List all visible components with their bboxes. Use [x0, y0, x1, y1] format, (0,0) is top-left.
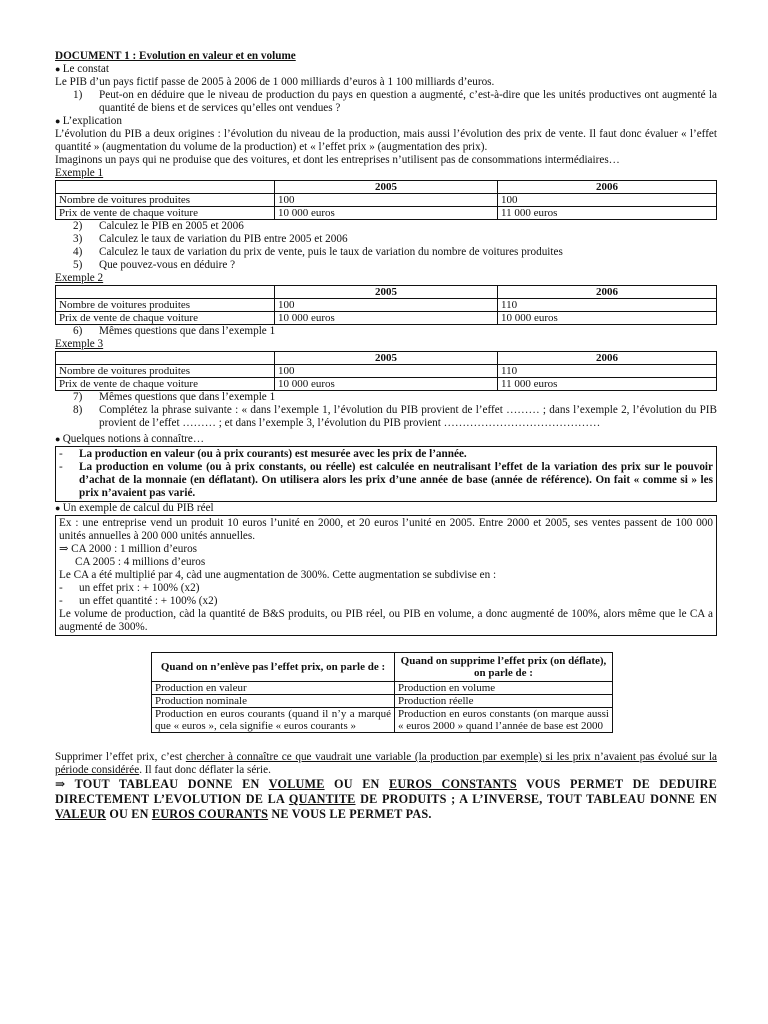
- ca-2000: ⇒ CA 2000 : 1 million d’euros: [59, 543, 198, 555]
- table-cell: Production en volume: [395, 682, 613, 695]
- table-row: [152, 708, 613, 733]
- question-number: 5): [73, 259, 83, 271]
- table-row: [56, 286, 717, 299]
- dash: -: [59, 461, 63, 473]
- table-row: [152, 653, 613, 682]
- final-statement: [55, 777, 717, 822]
- table-cell: 10 000 euros: [275, 312, 498, 325]
- final-text: NE VOUS LE PERMET PAS.: [271, 807, 432, 821]
- table-row: [56, 352, 717, 365]
- effet-quantite: un effet quantité : + 100% (x2): [79, 595, 218, 607]
- table-cell: Production nominale: [152, 695, 395, 708]
- supprimer-definition: chercher à connaître ce que vaudrait une variable (la production par exemple) si les prix n’avaient pas évolué sur la période considérée: [55, 751, 717, 776]
- table-row: [56, 194, 717, 207]
- question-text: Mêmes questions que dans l’exemple 1: [99, 391, 276, 403]
- table-cell: 100: [275, 299, 498, 312]
- ca-multiplied: Le CA a été multiplié par 4, càd une augmentation de 300%. Cette augmentation se subdivise en :: [59, 569, 497, 581]
- ca-2005: CA 2005 : 4 millions d’euros: [75, 556, 206, 568]
- final-text: OU EN: [334, 777, 380, 791]
- question-number: 1): [73, 89, 83, 101]
- table-cell: 11 000 euros: [498, 207, 717, 220]
- constat-heading: ● Le constat: [55, 63, 717, 76]
- table-cell: Production en euros constants (on marque aussi « euros 2000 » quand l’année de base est 2000: [395, 708, 613, 733]
- header-2005: 2005: [275, 286, 498, 299]
- question-text: Calculez le PIB en 2005 et 2006: [99, 220, 244, 232]
- question-text: Calculez le taux de variation du PIB entre 2005 et 2006: [99, 233, 348, 245]
- arrow-icon: ⇒: [55, 777, 66, 791]
- notion-text: La production en valeur (ou à prix courants) est mesurée avec les prix de l’année.: [79, 448, 467, 460]
- table-cell: 10 000 euros: [275, 207, 498, 220]
- calc-example: Ex : une entreprise vend un produit 10 euros l’unité en 2000, et 20 euros l’unité en 2005. Entre 2000 et 2005, ses ventes passent de 100 000 unités annuelles à 200 000 unités annuelles.: [59, 517, 713, 542]
- table-cell: 11 000 euros: [498, 378, 717, 391]
- question-2: [55, 220, 717, 233]
- final-valeur: VALEUR: [55, 807, 107, 821]
- question-4: [55, 246, 717, 259]
- table-cell: Production réelle: [395, 695, 613, 708]
- question-text: Calculez le taux de variation du prix de vente, puis le taux de variation du nombre de voitures produites: [99, 246, 563, 258]
- table-cell: Production en euros courants (quand il n’y a marqué que « euros », cela signifie « euros courants »: [152, 708, 395, 733]
- table-cell: 100: [275, 194, 498, 207]
- question-number: 8): [73, 404, 83, 416]
- question-number: 2): [73, 220, 83, 232]
- notion-volume: [59, 461, 713, 500]
- question-6: [55, 325, 717, 338]
- final-text: DE PRODUITS ; A L’INVERSE, TOUT TABLEAU DONNE EN: [360, 792, 718, 806]
- question-text: Complétez la phrase suivante : « dans l’exemple 1, l’évolution du PIB provient de l’effet ……… ; dans l’exemple 2, l’évolution du PIB provient de l’effet ……… ; et dans l’exemple 3, l’évolution du PIB provient ……………………………………: [99, 404, 717, 429]
- example-2-table: [55, 285, 717, 325]
- table-row: [56, 207, 717, 220]
- example-3-table: [55, 351, 717, 391]
- effet-quantite-line: [59, 595, 713, 608]
- calc-box: [55, 515, 717, 636]
- cmp-header-left: Quand on n’enlève pas l’effet prix, on parle de :: [152, 653, 395, 682]
- table-row: [152, 682, 613, 695]
- notions-box: [55, 446, 717, 502]
- explication-heading: ● L’explication: [55, 115, 717, 128]
- effet-prix-line: [59, 582, 713, 595]
- document-title: DOCUMENT 1 : Evolution en valeur et en volume: [55, 50, 296, 62]
- explication-text: L’évolution du PIB a deux origines : l’évolution du niveau de la production, mais aussi l’évolution des prix de vente. Il faut donc évaluer « l’effet quantité » (augmentation du volume de la production) et « l’effet prix » (augmentation des prix).: [55, 128, 717, 153]
- header-2006: 2006: [498, 286, 717, 299]
- table-row: [56, 378, 717, 391]
- dash: -: [59, 595, 63, 607]
- final-euros-courants: EUROS COURANTS: [151, 807, 269, 821]
- comparison-table: [151, 652, 613, 733]
- example-1-label: Exemple 1: [55, 167, 104, 179]
- example-2-label: Exemple 2: [55, 272, 104, 284]
- final-euros-constants: EUROS CONSTANTS: [389, 777, 517, 791]
- supprimer-text: Supprimer l’effet prix, c’est: [55, 751, 186, 763]
- question-3: [55, 233, 717, 246]
- question-1: [55, 89, 717, 115]
- row-label: Nombre de voitures produites: [56, 194, 275, 207]
- final-text: OU EN: [109, 807, 149, 821]
- supprimer-text-end: . Il faut donc déflater la série.: [139, 764, 271, 776]
- row-label: Prix de vente de chaque voiture: [56, 378, 275, 391]
- table-row: [56, 365, 717, 378]
- effet-prix: un effet prix : + 100% (x2): [79, 582, 200, 594]
- question-text: Que pouvez-vous en déduire ?: [99, 259, 236, 271]
- constat-text: Le PIB d’un pays fictif passe de 2005 à 2006 de 1 000 milliards d’euros à 1 100 milliards d’euros.: [55, 76, 495, 88]
- row-label: Prix de vente de chaque voiture: [56, 312, 275, 325]
- example-3-label: Exemple 3: [55, 338, 104, 350]
- question-text: Mêmes questions que dans l’exemple 1: [99, 325, 276, 337]
- table-cell: 100: [275, 365, 498, 378]
- question-number: 7): [73, 391, 83, 403]
- table-cell: 100: [498, 194, 717, 207]
- row-label: Prix de vente de chaque voiture: [56, 207, 275, 220]
- table-cell: 10 000 euros: [275, 378, 498, 391]
- question-7: [55, 391, 717, 404]
- calc-heading: ● Un exemple de calcul du PIB réel: [55, 502, 717, 515]
- row-label: Nombre de voitures produites: [56, 299, 275, 312]
- notions-heading: ● Quelques notions à connaître…: [55, 433, 717, 446]
- question-number: 4): [73, 246, 83, 258]
- table-cell: 110: [498, 365, 717, 378]
- row-label: Nombre de voitures produites: [56, 365, 275, 378]
- document-page: [55, 50, 717, 822]
- supprimer-paragraph: [55, 751, 717, 777]
- table-row: [152, 695, 613, 708]
- question-8: [55, 404, 717, 430]
- example-1-table: [55, 180, 717, 220]
- cmp-header-right: Quand on supprime l’effet prix (on déflate), on parle de :: [395, 653, 613, 682]
- table-cell: 110: [498, 299, 717, 312]
- table-row: [56, 312, 717, 325]
- question-text: Peut-on en déduire que le niveau de production du pays en question a augmenté, c’est-à-dire que les unités productives ont augmenté la quantité de biens et de services qu’elles ont vendues ?: [99, 89, 717, 114]
- final-volume: VOLUME: [268, 777, 325, 791]
- question-5: [55, 259, 717, 272]
- header-2005: 2005: [275, 352, 498, 365]
- table-row: [56, 299, 717, 312]
- notion-text: La production en volume (ou à prix constants, ou réelle) est calculée en neutralisant l’effet de la variation des prix sur le pouvoir d’achat de la monnaie (en déflatant). On utilisera alors les prix d’une année de base (année de référence). On fait « comme si » les prix n’avaient pas varié.: [79, 461, 713, 499]
- header-2006: 2006: [498, 352, 717, 365]
- final-text: VOUS PERMET DE DEDUIRE DIRECTEMENT L’EVOLUTION DE LA: [55, 777, 717, 806]
- imaginons-text: Imaginons un pays qui ne produise que des voitures, et dont les entreprises n’utilisent pas de consommations intermédiaires…: [55, 154, 620, 166]
- table-cell: 10 000 euros: [498, 312, 717, 325]
- dash: -: [59, 582, 63, 594]
- calc-conclusion: Le volume de production, càd la quantité de B&S produits, ou PIB réel, ou PIB en volume, a donc augmenté de 100%, alors même que le CA a augmenté de 300%.: [59, 608, 713, 633]
- dash: -: [59, 448, 63, 460]
- final-text: TOUT TABLEAU DONNE EN: [74, 777, 260, 791]
- question-number: 6): [73, 325, 83, 337]
- notion-valeur: [59, 448, 713, 461]
- final-quantite: QUANTITE: [288, 792, 356, 806]
- question-number: 3): [73, 233, 83, 245]
- header-2006: 2006: [498, 181, 717, 194]
- table-cell: Production en valeur: [152, 682, 395, 695]
- table-row: [56, 181, 717, 194]
- header-2005: 2005: [275, 181, 498, 194]
